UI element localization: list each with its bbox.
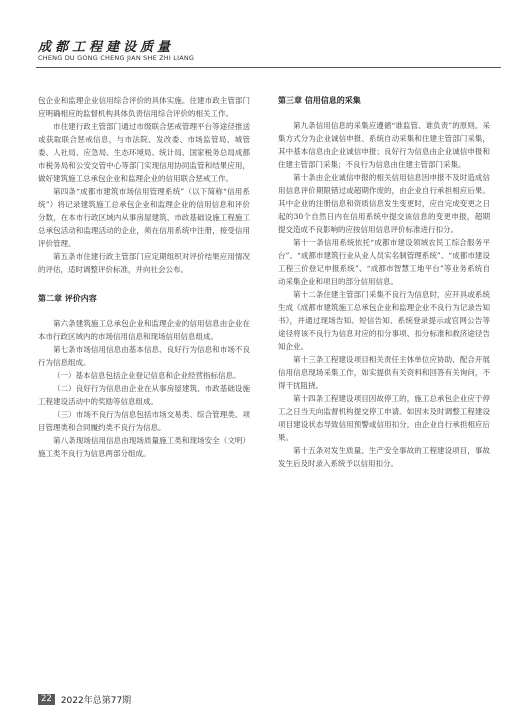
paragraph: 第四条“成都市建筑市场信用管理系统”（以下简称“信用系统”）将记录建筑施工总承包企业和监理企业的信用信息和评价分数，在本市行政区域内从事房屋建筑、市政基础设施工程施工总承包活动和监理活动的企业，须在信用系统中注册，接受信用评价管理。 <box>38 187 250 248</box>
paragraph: 第十四条工程建设项目因故停工的，施工总承包企业应于停工之日当天向监督机构提交停工申请。如因未及时调整工程建设项目建设状态导致信用预警或信用扣分，由企业自行承担相应后果。 <box>278 394 490 442</box>
paragraph: 市住建行政主管部门通过市级联合惩戒管理平台等途径推送或获取联合惩戒信息，与市法院、发改委、市场监管局、城管委、人社局、应急局、生态环境局、统计局、国家税务总局成都市税务局和公安交管中心等部门实现信用协同监管和结果应用，做好建筑施工总承包企业和监理企业的信用联合惩戒工作。 <box>38 122 250 183</box>
page-footer <box>38 693 131 706</box>
left-column <box>38 94 250 460</box>
journal-subtitle: CHENG DU GONG CHENG JIAN SHE ZHI LIANG <box>38 54 195 62</box>
paragraph: 第八条现场信用信息由现场质量施工类和现场安全（文明）施工类不良行为信息两部分组成。 <box>38 436 250 458</box>
paragraph: 第十二条住建主管部门采集不良行为信息时，应开具或系统生成《成都市建筑施工总承包企业和监理企业不良行为记录告知书》，并通过现场告知、短信告知、系统登录提示或官网公告等途径将该不良行为信息对应的扣分事项、扣分标准和救济途径告知企业。 <box>278 290 490 351</box>
paragraph: 第十条由企业诚信申报的相关信用信息因申报不及时造成信用信息评价期限错过或超期作废的，由企业自行承担相应后果。其中企业的注册信息和资质信息发生变更时，应自完成变更之日起的30个自然日内在信用系统中提交该信息的变更申报，超期提交造成不良影响的应按信用信息评价标准进行扣分。 <box>278 173 490 234</box>
paragraph: （三）市场不良行为信息包括市场交易类、综合管理类、项目管理类和合同履约类不良行为信息。 <box>38 410 250 432</box>
paragraph: 第十三条工程建设项目相关责任主体单位应协助、配合开展信用信息现场采集工作，如实提供有关资料和回答有关询问，不得干扰阻挠。 <box>278 355 490 390</box>
paragraph: 第十五条对发生质量、生产安全事故的工程建设项目，事故发生后及时录入系统予以信用扣分。 <box>278 446 490 468</box>
paragraph: （二）良好行为信息由企业在从事房屋建筑、市政基础设施工程建设活动中的奖励等信息组成。 <box>38 384 250 406</box>
right-column <box>278 94 490 470</box>
issue-label: 2022年总第77期 <box>60 696 132 706</box>
chapter-heading: 第三章 信用信息的采集 <box>278 95 361 105</box>
paragraph: 第十一条信用系统依托“成都市建设领域农民工综合服务平台”、“成都市建筑行业从业人员实名制管理系统”、“成都市建设工程三价登记申报系统”、“成都市智慧工地平台”等业务系统自动采集企业和项目的部分信用信息。 <box>278 238 490 286</box>
paragraph: 第五条市住建行政主管部门应定期组织对评价结果应用情况的评估，适时调整评价标准，并向社会公布。 <box>38 252 250 274</box>
paragraph: 包企业和监理企业信用综合评价的具体实施。住建市政主管部门应明确相应的监督机构具体负责信用综合评价的相关工作。 <box>38 96 250 118</box>
chapter-heading: 第二章 评价内容 <box>38 293 97 303</box>
paragraph: （一）基本信息包括企业登记信息和企业经营指标信息。 <box>53 371 241 380</box>
paragraph: 第六条建筑施工总承包企业和监理企业的信用信息由企业在本市行政区域内的市场信用信息和现场信用信息组成。 <box>38 319 250 341</box>
page-number: 22 <box>38 694 55 705</box>
paragraph: 第七条市场信用信息由基本信息、良好行为信息和市场不良行为信息组成。 <box>38 345 250 367</box>
journal-title: 成都工程建设质量 <box>38 40 175 55</box>
header-divider <box>36 67 501 68</box>
paragraph: 第九条信用信息的采集应遵循“谁监管、谁负责”的原则。采集方式分为企业诚信申报、系统自动采集和住建主管部门采集，其中基本信息由企业诚信申报；良好行为信息由企业诚信申报和住建主管部门采集；不良行为信息由住建主管部门采集。 <box>278 121 490 169</box>
